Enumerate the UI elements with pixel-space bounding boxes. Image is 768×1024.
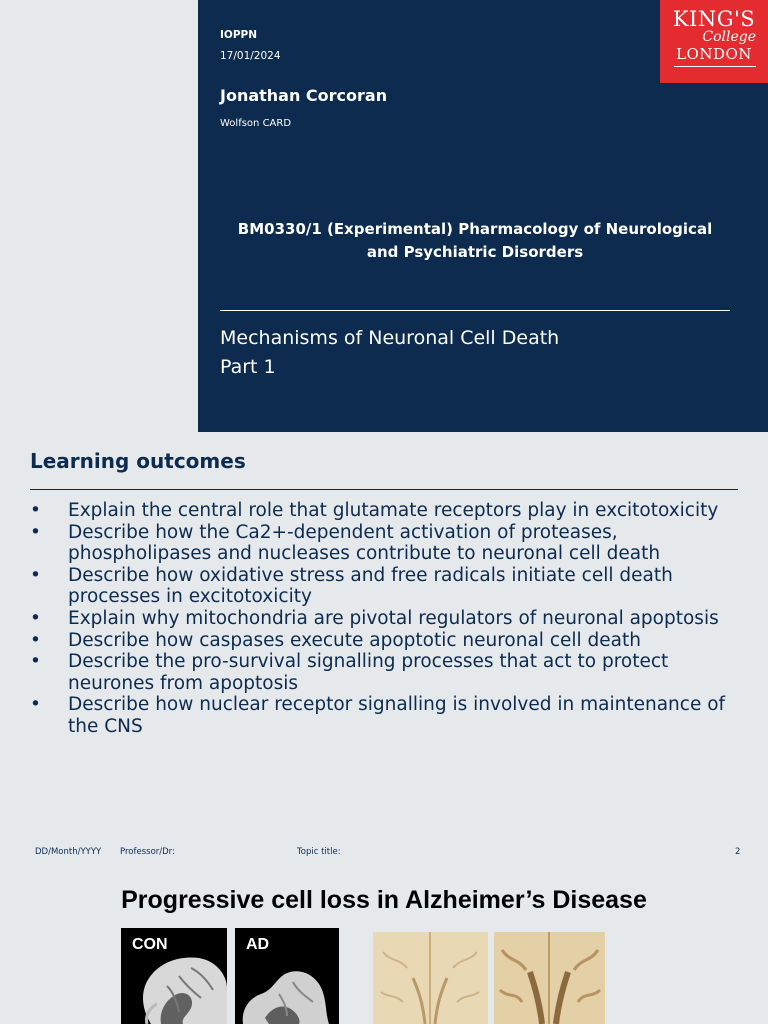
learning-outcomes-heading: Learning outcomes	[30, 449, 246, 473]
outcome-item: • Explain the central role that glutamate receptors play in excitotoxicity	[30, 500, 730, 522]
footer-page-number: 2	[735, 847, 741, 857]
title-divider	[220, 310, 730, 311]
footer-date: DD/Month/YYYY	[35, 847, 102, 857]
affiliation-label: Wolfson CARD	[220, 118, 292, 129]
control-brain-scan	[121, 928, 227, 1024]
lecture-title	[220, 324, 559, 382]
heading-divider	[30, 489, 738, 490]
outcome-item: • Describe the pro-survival signalling processes that act to protect neurones from apoptosis	[30, 651, 730, 694]
scan-label-con: CON	[132, 936, 168, 953]
footer-professor: Professor/Dr:	[120, 847, 175, 857]
scan-label-ad: AD	[246, 936, 270, 953]
outcome-item: • Describe how nuclear receptor signalling is involved in maintenance of the CNS	[30, 694, 730, 737]
logo-line2: College	[702, 29, 756, 45]
control-brain-photo	[373, 932, 488, 1024]
outcome-item: • Describe how caspases execute apoptotic neuronal cell death	[30, 630, 730, 652]
ad-brain-photo	[494, 932, 605, 1024]
ad-brain-slice-image	[494, 932, 605, 1024]
learning-outcomes-list	[30, 500, 730, 738]
alzheimers-slide-title: Progressive cell loss in Alzheimer’s Disease	[121, 886, 647, 914]
footer-topic: Topic title:	[297, 847, 341, 857]
lecture-title-line2: Part 1	[220, 356, 276, 378]
lecture-title-line1: Mechanisms of Neuronal Cell Death	[220, 327, 560, 349]
date-label: 17/01/2024	[220, 50, 281, 62]
institute-label: IOPPN	[220, 29, 258, 41]
logo-underline	[674, 66, 756, 67]
course-title: BM0330/1 (Experimental) Pharmacology of Neurological and Psychiatric Disorders	[237, 220, 713, 261]
outcome-item: • Describe how oxidative stress and free radicals initiate cell death processes in excitotoxicity	[30, 565, 730, 608]
control-brain-slice-image	[373, 932, 488, 1024]
kings-college-logo	[660, 0, 768, 83]
outcome-item: • Describe how the Ca2+-dependent activation of proteases, phospholipases and nucleases contribute to neuronal cell death	[30, 522, 730, 565]
ad-brain-scan	[235, 928, 339, 1024]
presenter-name: Jonathan Corcoran	[220, 86, 388, 105]
logo-line1: KING'S	[672, 7, 756, 31]
logo-line3: LONDON	[676, 45, 752, 63]
outcome-item: • Explain why mitochondria are pivotal regulators of neuronal apoptosis	[30, 608, 730, 630]
